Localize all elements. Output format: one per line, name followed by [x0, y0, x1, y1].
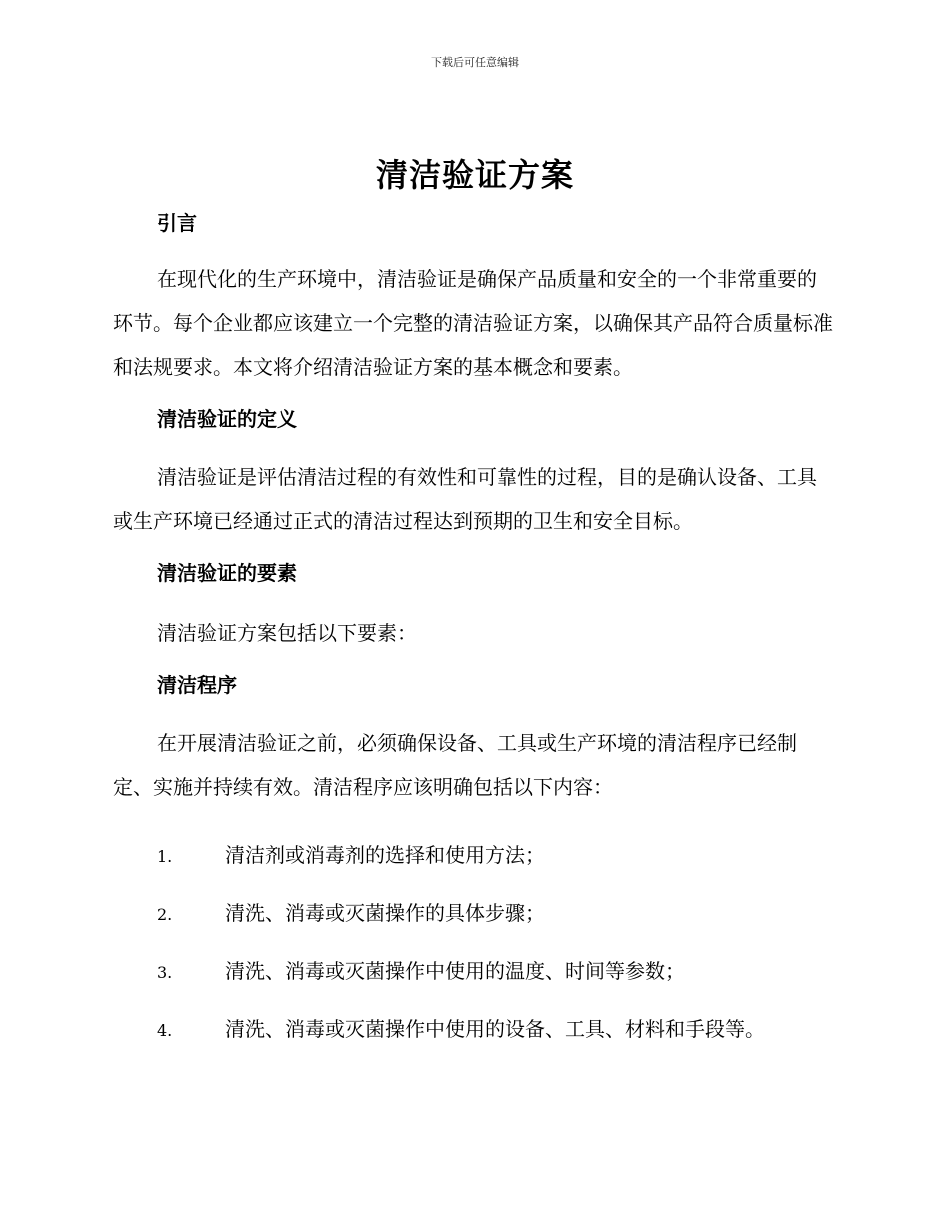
elements-heading: 清洁验证的要素: [157, 561, 297, 585]
list-item: [113, 891, 835, 949]
definition-paragraph: 清洁验证是评估清洁过程的有效性和可靠性的过程，目的是确认设备、工具或生产环境已经通过正式的清洁过程达到预期的卫生和安全目标。: [113, 465, 817, 533]
list-item-text: 清洁剂或消毒剂的选择和使用方法；: [225, 843, 545, 867]
list-item-text: 清洗、消毒或灭菌操作中使用的设备、工具、材料和手段等。: [225, 1017, 765, 1041]
list-item-number: 3.: [157, 963, 173, 982]
header-note: 下载后可任意编辑: [431, 56, 519, 69]
list-item-number: 1.: [157, 847, 173, 866]
list-item: [113, 1007, 835, 1065]
procedure-list: [113, 833, 835, 1065]
list-item-text: 清洗、消毒或灭菌操作中使用的温度、时间等参数；: [225, 959, 685, 983]
list-item: [113, 949, 835, 1007]
procedure-heading: 清洁程序: [157, 673, 237, 697]
intro-paragraph: 在现代化的生产环境中，清洁验证是确保产品质量和安全的一个非常重要的环节。每个企业都应该建立一个完整的清洁验证方案，以确保其产品符合质量标准和法规要求。本文将介绍清洁验证方案的基本概念和要素。: [113, 267, 833, 379]
list-item-text: 清洗、消毒或灭菌操作的具体步骤；: [225, 901, 545, 925]
list-item-number: 2.: [157, 905, 173, 924]
list-item: [113, 833, 835, 891]
document-title: 清洁验证方案: [375, 156, 574, 194]
elements-paragraph: 清洁验证方案包括以下要素：: [157, 621, 417, 645]
list-item-number: 4.: [157, 1021, 173, 1040]
intro-heading: 引言: [157, 211, 197, 235]
document-body: [113, 205, 835, 1065]
definition-heading: 清洁验证的定义: [157, 407, 297, 431]
procedure-paragraph: 在开展清洁验证之前，必须确保设备、工具或生产环境的清洁程序已经制定、实施并持续有效。清洁程序应该明确包括以下内容：: [113, 731, 797, 799]
